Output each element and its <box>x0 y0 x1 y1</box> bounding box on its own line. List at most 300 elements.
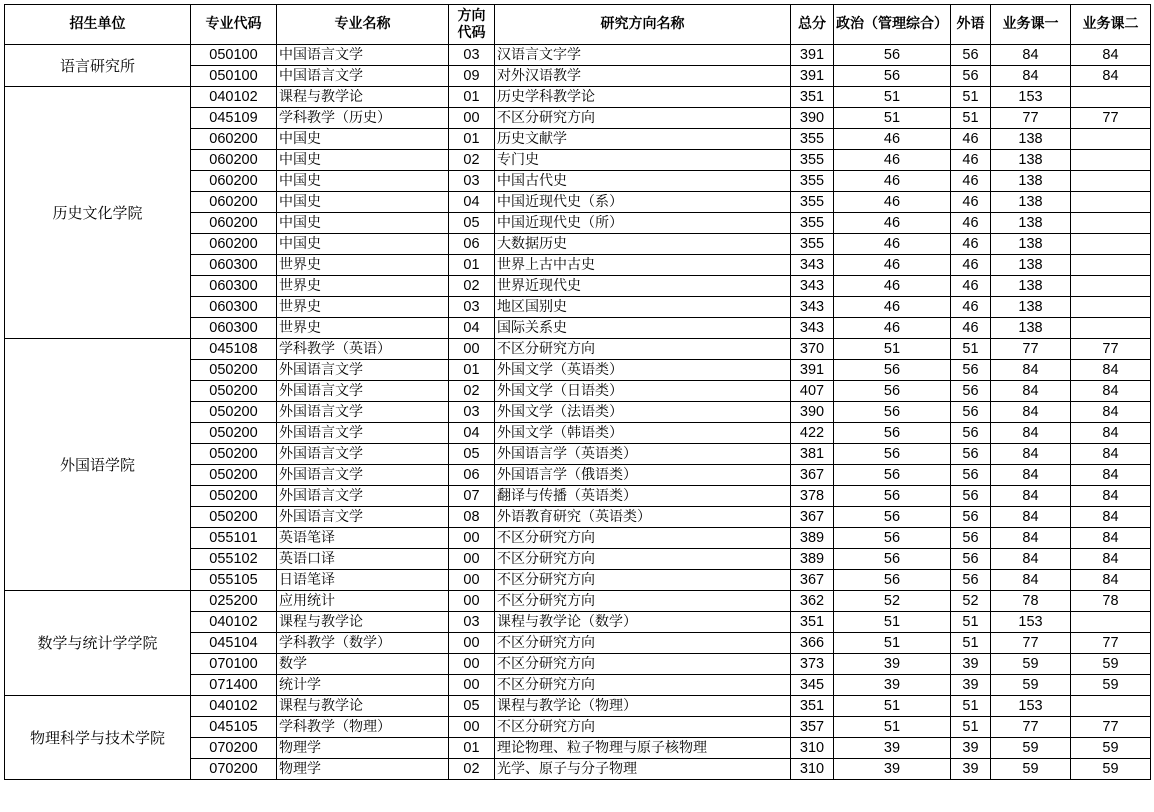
cell-name: 中国史 <box>277 150 449 171</box>
cell-course1: 138 <box>991 171 1071 192</box>
cell-dir-name: 课程与教学论（数学） <box>495 612 791 633</box>
cell-dir-code: 01 <box>449 738 495 759</box>
cell-name: 统计学 <box>277 675 449 696</box>
cell-dir-code: 00 <box>449 654 495 675</box>
cell-foreign: 56 <box>951 528 991 549</box>
cell-dir-code: 05 <box>449 213 495 234</box>
cell-code: 040102 <box>191 696 277 717</box>
cell-politics: 46 <box>834 150 951 171</box>
cell-total: 391 <box>791 360 834 381</box>
cell-course2: 59 <box>1071 654 1151 675</box>
cell-foreign: 51 <box>951 717 991 738</box>
cell-course2: 77 <box>1071 717 1151 738</box>
cell-foreign: 56 <box>951 66 991 87</box>
cell-politics: 39 <box>834 675 951 696</box>
cell-course1: 84 <box>991 486 1071 507</box>
cell-foreign: 46 <box>951 192 991 213</box>
cell-total: 373 <box>791 654 834 675</box>
cell-name: 外国语言文学 <box>277 486 449 507</box>
cell-course2: 84 <box>1071 570 1151 591</box>
cell-politics: 56 <box>834 570 951 591</box>
cell-dir-code: 08 <box>449 507 495 528</box>
cell-dir-code: 00 <box>449 717 495 738</box>
cell-total: 407 <box>791 381 834 402</box>
cell-course2 <box>1071 171 1151 192</box>
cell-politics: 39 <box>834 759 951 780</box>
cell-politics: 51 <box>834 633 951 654</box>
cell-foreign: 46 <box>951 129 991 150</box>
header-course2: 业务课二 <box>1071 5 1151 45</box>
cell-course2: 84 <box>1071 423 1151 444</box>
cell-dir-name: 外国文学（韩语类） <box>495 423 791 444</box>
cell-foreign: 51 <box>951 612 991 633</box>
cell-code: 025200 <box>191 591 277 612</box>
header-code: 专业代码 <box>191 5 277 45</box>
cell-name: 课程与教学论 <box>277 696 449 717</box>
cell-course1: 84 <box>991 507 1071 528</box>
cell-politics: 46 <box>834 255 951 276</box>
cell-total: 389 <box>791 528 834 549</box>
cell-politics: 46 <box>834 234 951 255</box>
cell-foreign: 56 <box>951 507 991 528</box>
cell-dir-code: 03 <box>449 45 495 66</box>
cell-code: 050200 <box>191 423 277 444</box>
cell-course1: 138 <box>991 150 1071 171</box>
cell-foreign: 46 <box>951 276 991 297</box>
cell-dir-name: 外国文学（日语类） <box>495 381 791 402</box>
cell-course1: 84 <box>991 570 1071 591</box>
cell-dir-code: 03 <box>449 612 495 633</box>
cell-foreign: 39 <box>951 738 991 759</box>
cell-course2: 84 <box>1071 66 1151 87</box>
cell-course2 <box>1071 234 1151 255</box>
cell-code: 071400 <box>191 675 277 696</box>
cell-total: 390 <box>791 402 834 423</box>
cell-name: 物理学 <box>277 738 449 759</box>
cell-name: 外国语言文学 <box>277 423 449 444</box>
cell-dir-code: 00 <box>449 570 495 591</box>
header-foreign: 外语 <box>951 5 991 45</box>
cell-dir-name: 专门史 <box>495 150 791 171</box>
cell-course1: 59 <box>991 675 1071 696</box>
cell-foreign: 56 <box>951 381 991 402</box>
cell-politics: 52 <box>834 591 951 612</box>
cell-dir-code: 02 <box>449 381 495 402</box>
cell-dir-code: 09 <box>449 66 495 87</box>
cell-foreign: 46 <box>951 234 991 255</box>
cell-dir-name: 中国古代史 <box>495 171 791 192</box>
cell-total: 389 <box>791 549 834 570</box>
cell-politics: 56 <box>834 360 951 381</box>
cell-dir-name: 地区国别史 <box>495 297 791 318</box>
cell-politics: 56 <box>834 486 951 507</box>
header-total: 总分 <box>791 5 834 45</box>
header-politics: 政治（管理综合） <box>834 5 951 45</box>
cell-politics: 51 <box>834 87 951 108</box>
cell-name: 学科教学（英语） <box>277 339 449 360</box>
cell-name: 日语笔译 <box>277 570 449 591</box>
cell-code: 040102 <box>191 87 277 108</box>
table-row <box>5 591 1151 612</box>
cell-total: 390 <box>791 108 834 129</box>
cell-dir-code: 05 <box>449 696 495 717</box>
cell-code: 060200 <box>191 234 277 255</box>
cell-code: 050200 <box>191 402 277 423</box>
cell-dir-code: 06 <box>449 465 495 486</box>
cell-course2 <box>1071 213 1151 234</box>
cell-politics: 39 <box>834 654 951 675</box>
cell-total: 367 <box>791 465 834 486</box>
cell-course1: 84 <box>991 360 1071 381</box>
cell-foreign: 56 <box>951 444 991 465</box>
cell-dir-code: 00 <box>449 633 495 654</box>
cell-code: 060200 <box>191 129 277 150</box>
cell-dir-name: 国际关系史 <box>495 318 791 339</box>
cell-name: 数学 <box>277 654 449 675</box>
cell-total: 370 <box>791 339 834 360</box>
cell-dir-name: 不区分研究方向 <box>495 339 791 360</box>
cell-dir-code: 02 <box>449 150 495 171</box>
cell-foreign: 51 <box>951 339 991 360</box>
cell-code: 050100 <box>191 45 277 66</box>
cell-politics: 51 <box>834 696 951 717</box>
cell-dir-name: 不区分研究方向 <box>495 633 791 654</box>
unit-cell: 外国语学院 <box>5 339 191 591</box>
cell-dir-name: 不区分研究方向 <box>495 528 791 549</box>
cell-politics: 46 <box>834 276 951 297</box>
header-name: 专业名称 <box>277 5 449 45</box>
cell-politics: 56 <box>834 402 951 423</box>
cell-name: 外国语言文学 <box>277 381 449 402</box>
cell-course2 <box>1071 696 1151 717</box>
cell-dir-name: 外语教育研究（英语类） <box>495 507 791 528</box>
cell-dir-code: 04 <box>449 423 495 444</box>
cell-code: 070200 <box>191 738 277 759</box>
cell-course1: 153 <box>991 87 1071 108</box>
cell-politics: 46 <box>834 129 951 150</box>
cell-name: 英语笔译 <box>277 528 449 549</box>
table-row <box>5 87 1151 108</box>
cell-total: 355 <box>791 129 834 150</box>
cell-course2 <box>1071 276 1151 297</box>
cell-dir-code: 04 <box>449 318 495 339</box>
cell-dir-code: 00 <box>449 528 495 549</box>
cell-name: 学科教学（历史） <box>277 108 449 129</box>
cell-course1: 77 <box>991 339 1071 360</box>
cell-code: 070100 <box>191 654 277 675</box>
cell-course2 <box>1071 150 1151 171</box>
unit-cell: 语言研究所 <box>5 45 191 87</box>
cell-code: 070200 <box>191 759 277 780</box>
cell-name: 中国语言文学 <box>277 66 449 87</box>
cell-dir-name: 不区分研究方向 <box>495 549 791 570</box>
cell-course2 <box>1071 297 1151 318</box>
cell-dir-code: 05 <box>449 444 495 465</box>
cell-politics: 51 <box>834 108 951 129</box>
cell-course1: 84 <box>991 66 1071 87</box>
cell-name: 世界史 <box>277 276 449 297</box>
cell-code: 050200 <box>191 444 277 465</box>
cell-course1: 59 <box>991 738 1071 759</box>
cell-total: 355 <box>791 150 834 171</box>
cell-dir-name: 历史文献学 <box>495 129 791 150</box>
cell-course1: 84 <box>991 465 1071 486</box>
unit-cell: 数学与统计学学院 <box>5 591 191 696</box>
cell-dir-code: 04 <box>449 192 495 213</box>
cell-politics: 51 <box>834 717 951 738</box>
cell-foreign: 56 <box>951 486 991 507</box>
cell-total: 367 <box>791 507 834 528</box>
cell-dir-name: 汉语言文字学 <box>495 45 791 66</box>
cell-name: 外国语言文学 <box>277 444 449 465</box>
cell-course1: 138 <box>991 276 1071 297</box>
header-unit: 招生单位 <box>5 5 191 45</box>
cell-politics: 56 <box>834 45 951 66</box>
cell-code: 060200 <box>191 192 277 213</box>
cell-course1: 77 <box>991 108 1071 129</box>
cell-course1: 78 <box>991 591 1071 612</box>
cell-name: 中国史 <box>277 192 449 213</box>
unit-cell: 物理科学与技术学院 <box>5 696 191 780</box>
cell-dir-code: 01 <box>449 129 495 150</box>
cell-course2: 77 <box>1071 108 1151 129</box>
cell-foreign: 52 <box>951 591 991 612</box>
cell-course2: 84 <box>1071 507 1151 528</box>
cell-total: 378 <box>791 486 834 507</box>
cell-total: 355 <box>791 171 834 192</box>
cell-politics: 46 <box>834 192 951 213</box>
cell-code: 040102 <box>191 612 277 633</box>
cell-name: 世界史 <box>277 318 449 339</box>
cell-politics: 56 <box>834 465 951 486</box>
cell-dir-name: 世界近现代史 <box>495 276 791 297</box>
cell-foreign: 56 <box>951 423 991 444</box>
cell-course2: 84 <box>1071 528 1151 549</box>
cell-code: 045104 <box>191 633 277 654</box>
cell-dir-name: 外国文学（法语类） <box>495 402 791 423</box>
cell-dir-name: 翻译与传播（英语类） <box>495 486 791 507</box>
cell-dir-name: 不区分研究方向 <box>495 591 791 612</box>
cell-politics: 51 <box>834 612 951 633</box>
cell-foreign: 51 <box>951 108 991 129</box>
cell-dir-name: 不区分研究方向 <box>495 108 791 129</box>
cell-dir-code: 01 <box>449 255 495 276</box>
cell-course1: 138 <box>991 297 1071 318</box>
cell-dir-name: 不区分研究方向 <box>495 675 791 696</box>
cell-code: 050200 <box>191 486 277 507</box>
cell-total: 351 <box>791 612 834 633</box>
cell-politics: 51 <box>834 339 951 360</box>
cell-course2: 77 <box>1071 339 1151 360</box>
cell-foreign: 46 <box>951 297 991 318</box>
cell-dir-code: 02 <box>449 276 495 297</box>
cell-course2: 84 <box>1071 402 1151 423</box>
cell-politics: 39 <box>834 738 951 759</box>
table-row <box>5 339 1151 360</box>
cell-code: 055105 <box>191 570 277 591</box>
cell-name: 中国语言文学 <box>277 45 449 66</box>
cell-course1: 138 <box>991 129 1071 150</box>
table-row <box>5 45 1151 66</box>
cell-course2 <box>1071 87 1151 108</box>
cell-course1: 84 <box>991 423 1071 444</box>
cell-total: 351 <box>791 87 834 108</box>
cell-total: 355 <box>791 213 834 234</box>
cell-dir-code: 03 <box>449 171 495 192</box>
cell-dir-name: 课程与教学论（物理） <box>495 696 791 717</box>
cell-course2: 84 <box>1071 486 1151 507</box>
cell-politics: 46 <box>834 171 951 192</box>
cell-course2: 77 <box>1071 633 1151 654</box>
cell-course1: 138 <box>991 318 1071 339</box>
cell-course2: 84 <box>1071 360 1151 381</box>
cell-politics: 46 <box>834 213 951 234</box>
cell-name: 中国史 <box>277 129 449 150</box>
cell-course1: 84 <box>991 444 1071 465</box>
cell-dir-code: 01 <box>449 360 495 381</box>
cell-course2: 59 <box>1071 738 1151 759</box>
score-table <box>4 4 1151 780</box>
table-row <box>5 696 1151 717</box>
cell-foreign: 51 <box>951 87 991 108</box>
cell-course2: 78 <box>1071 591 1151 612</box>
cell-foreign: 56 <box>951 45 991 66</box>
cell-dir-name: 中国近现代史（系） <box>495 192 791 213</box>
cell-total: 381 <box>791 444 834 465</box>
cell-name: 学科教学（数学） <box>277 633 449 654</box>
cell-politics: 56 <box>834 507 951 528</box>
cell-dir-code: 00 <box>449 591 495 612</box>
cell-course2 <box>1071 129 1151 150</box>
cell-dir-name: 中国近现代史（所） <box>495 213 791 234</box>
cell-total: 391 <box>791 45 834 66</box>
cell-course1: 153 <box>991 696 1071 717</box>
cell-course2: 84 <box>1071 444 1151 465</box>
cell-code: 060300 <box>191 255 277 276</box>
cell-code: 045108 <box>191 339 277 360</box>
cell-name: 外国语言文学 <box>277 465 449 486</box>
cell-foreign: 56 <box>951 360 991 381</box>
cell-code: 050200 <box>191 507 277 528</box>
cell-course2: 84 <box>1071 45 1151 66</box>
cell-course2: 59 <box>1071 675 1151 696</box>
cell-course1: 84 <box>991 549 1071 570</box>
cell-politics: 46 <box>834 318 951 339</box>
cell-total: 351 <box>791 696 834 717</box>
cell-course2: 59 <box>1071 759 1151 780</box>
cell-course1: 84 <box>991 402 1071 423</box>
cell-dir-name: 外国语言学（俄语类） <box>495 465 791 486</box>
cell-total: 343 <box>791 255 834 276</box>
cell-code: 060200 <box>191 150 277 171</box>
cell-dir-code: 00 <box>449 339 495 360</box>
cell-name: 外国语言文学 <box>277 507 449 528</box>
cell-code: 045109 <box>191 108 277 129</box>
cell-foreign: 56 <box>951 465 991 486</box>
cell-course2 <box>1071 318 1151 339</box>
cell-course1: 84 <box>991 528 1071 549</box>
cell-dir-code: 07 <box>449 486 495 507</box>
cell-dir-name: 光学、原子与分子物理 <box>495 759 791 780</box>
cell-total: 355 <box>791 234 834 255</box>
cell-total: 367 <box>791 570 834 591</box>
cell-dir-name: 世界上古中古史 <box>495 255 791 276</box>
cell-name: 英语口译 <box>277 549 449 570</box>
cell-total: 366 <box>791 633 834 654</box>
cell-dir-name: 外国文学（英语类） <box>495 360 791 381</box>
cell-total: 343 <box>791 318 834 339</box>
cell-course1: 84 <box>991 381 1071 402</box>
cell-dir-name: 历史学科教学论 <box>495 87 791 108</box>
cell-politics: 56 <box>834 381 951 402</box>
cell-total: 310 <box>791 759 834 780</box>
cell-name: 外国语言文学 <box>277 360 449 381</box>
cell-dir-code: 03 <box>449 297 495 318</box>
cell-course1: 59 <box>991 759 1071 780</box>
cell-course1: 138 <box>991 255 1071 276</box>
cell-foreign: 46 <box>951 171 991 192</box>
cell-name: 课程与教学论 <box>277 612 449 633</box>
cell-code: 050200 <box>191 381 277 402</box>
cell-dir-code: 03 <box>449 402 495 423</box>
cell-course1: 138 <box>991 234 1071 255</box>
cell-politics: 56 <box>834 423 951 444</box>
cell-total: 310 <box>791 738 834 759</box>
cell-code: 060300 <box>191 276 277 297</box>
cell-name: 课程与教学论 <box>277 87 449 108</box>
cell-total: 343 <box>791 276 834 297</box>
cell-dir-name: 不区分研究方向 <box>495 654 791 675</box>
cell-code: 060200 <box>191 171 277 192</box>
cell-course2 <box>1071 192 1151 213</box>
cell-dir-name: 理论物理、粒子物理与原子核物理 <box>495 738 791 759</box>
cell-foreign: 39 <box>951 654 991 675</box>
cell-name: 中国史 <box>277 171 449 192</box>
cell-foreign: 56 <box>951 402 991 423</box>
cell-code: 050100 <box>191 66 277 87</box>
header-course1: 业务课一 <box>991 5 1071 45</box>
cell-course1: 77 <box>991 717 1071 738</box>
cell-total: 345 <box>791 675 834 696</box>
cell-name: 世界史 <box>277 255 449 276</box>
cell-total: 355 <box>791 192 834 213</box>
cell-code: 060300 <box>191 318 277 339</box>
cell-name: 物理学 <box>277 759 449 780</box>
cell-politics: 56 <box>834 444 951 465</box>
cell-course1: 138 <box>991 192 1071 213</box>
cell-foreign: 51 <box>951 633 991 654</box>
cell-course1: 153 <box>991 612 1071 633</box>
unit-cell: 历史文化学院 <box>5 87 191 339</box>
cell-dir-name: 外国语言学（英语类） <box>495 444 791 465</box>
cell-politics: 56 <box>834 549 951 570</box>
cell-course1: 59 <box>991 654 1071 675</box>
cell-course2 <box>1071 255 1151 276</box>
cell-total: 391 <box>791 66 834 87</box>
cell-politics: 56 <box>834 66 951 87</box>
cell-course1: 77 <box>991 633 1071 654</box>
cell-foreign: 56 <box>951 549 991 570</box>
cell-name: 应用统计 <box>277 591 449 612</box>
cell-dir-code: 06 <box>449 234 495 255</box>
cell-name: 外国语言文学 <box>277 402 449 423</box>
header-dir-name: 研究方向名称 <box>495 5 791 45</box>
cell-course2: 84 <box>1071 465 1151 486</box>
cell-code: 045105 <box>191 717 277 738</box>
cell-foreign: 46 <box>951 150 991 171</box>
cell-politics: 56 <box>834 528 951 549</box>
cell-foreign: 46 <box>951 318 991 339</box>
